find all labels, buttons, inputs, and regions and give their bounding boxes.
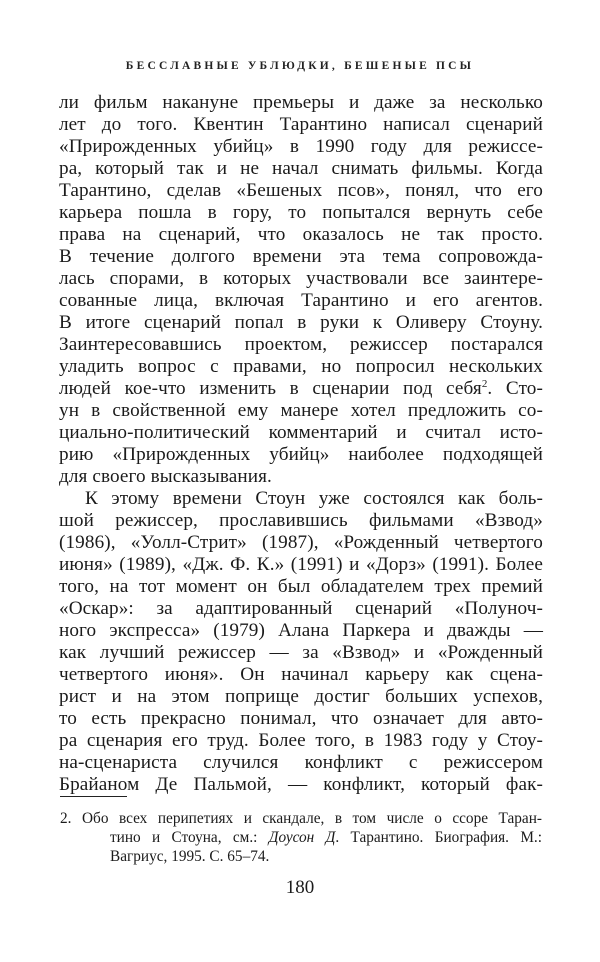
text-line: права на сценарий, что оказалось не так просто. — [59, 224, 543, 245]
footnote-divider — [60, 796, 127, 797]
text-line: рию «Прирожденных убийц» наиболее подходящей — [59, 444, 543, 465]
footnote-line — [60, 809, 542, 828]
text-line: (1986), «Уолл-Стрит» (1987), «Рожденный четвертого — [59, 532, 543, 553]
paragraph-start-line: К этому времени Стоун уже состоялся как боль- — [85, 488, 543, 509]
text-line: того, на тот момент он был обладателем трех премий — [59, 576, 543, 597]
footnote-line: Вагриус, 1995. С. 65–74. — [110, 848, 270, 865]
text-line: «Оскар»: за адаптированный сценарий «Полуноч- — [59, 598, 543, 619]
text-line: Заинтересовавшись проектом, режиссер постарался — [59, 334, 543, 355]
text-line: В течение долгого времени эта тема сопровожда- — [59, 246, 543, 267]
text-line-with-footnote — [59, 378, 543, 400]
text-line: для своего высказывания. — [59, 466, 272, 487]
text-line: лась спорами, в которых участвовали все заинтере- — [59, 268, 543, 289]
text-line: циально-политический комментарий и считал исто- — [59, 422, 543, 443]
text-line: лет до того. Квентин Тарантино написал сценарий — [59, 114, 543, 135]
text-line: как лучший режиссер — за «Взвод» и «Рожденный — [59, 642, 543, 663]
text-line: уладить вопрос с правами, но попросил нескольких — [59, 356, 543, 377]
footnote-text: тино и Стоуна, см.: — [110, 829, 269, 846]
text-line: В итоге сценарий попал в руки к Оливеру Стоуну. — [59, 312, 543, 333]
text-segment: . Сто- — [487, 378, 543, 399]
text-line: июня» (1989), «Дж. Ф. К.» (1991) и «Дорз» (1991). Более — [59, 554, 543, 575]
footnote-text: . Тарантино. Биография. М.: — [335, 829, 543, 846]
footnote — [60, 809, 542, 866]
text-line: Тарантино, сделав «Бешеных псов», понял, что его — [59, 180, 543, 201]
text-segment: людей кое-что изменить в сценарии под себя — [59, 378, 482, 399]
text-line: ли фильм накануне премьеры и даже за несколько — [59, 92, 543, 113]
footnote-author: Доусон Д — [268, 829, 336, 846]
text-line: ра сценария его труд. Более того, в 1983 году у Стоу- — [59, 730, 543, 751]
text-line: Брайаном Де Пальмой, — конфликт, который фак- — [59, 774, 543, 795]
footnote-text: Обо всех перипетиях и скандале, в том числе о ссоре Таран- — [82, 810, 542, 827]
text-line: карьера пошла в гору, то попытался вернуть себе — [59, 202, 543, 223]
footnote-number: 2. — [60, 810, 72, 827]
text-line: сованные лица, включая Тарантино и его агентов. — [59, 290, 543, 311]
text-line: ра, который так и не начал снимать фильмы. Когда — [59, 158, 543, 179]
body-text — [59, 92, 543, 796]
text-line: ун в свойственной ему манере хотел предложить со- — [59, 400, 543, 421]
text-line: то есть прекрасно понимал, что означает для авто- — [59, 708, 543, 729]
text-line: на-сценариста случился конфликт с режиссером — [59, 752, 543, 773]
page-number: 180 — [285, 877, 315, 898]
text-line: шой режиссер, прославившись фильмами «Взвод» — [59, 510, 543, 531]
text-line: рист и на этом поприще достиг больших успехов, — [59, 686, 543, 707]
text-line: «Прирожденных убийц» в 1990 году для режиссе- — [59, 136, 543, 157]
running-head: БЕССЛАВНЫЕ УБЛЮДКИ, БЕШЕНЫЕ ПСЫ — [125, 60, 475, 72]
text-line: четвертого июня». Он начинал карьеру как сцена- — [59, 664, 543, 685]
text-line: ного экспресса» (1979) Алана Паркера и дважды — — [59, 620, 543, 641]
footnote-reference[interactable]: 2 — [481, 378, 488, 390]
footnote-line — [60, 828, 542, 847]
